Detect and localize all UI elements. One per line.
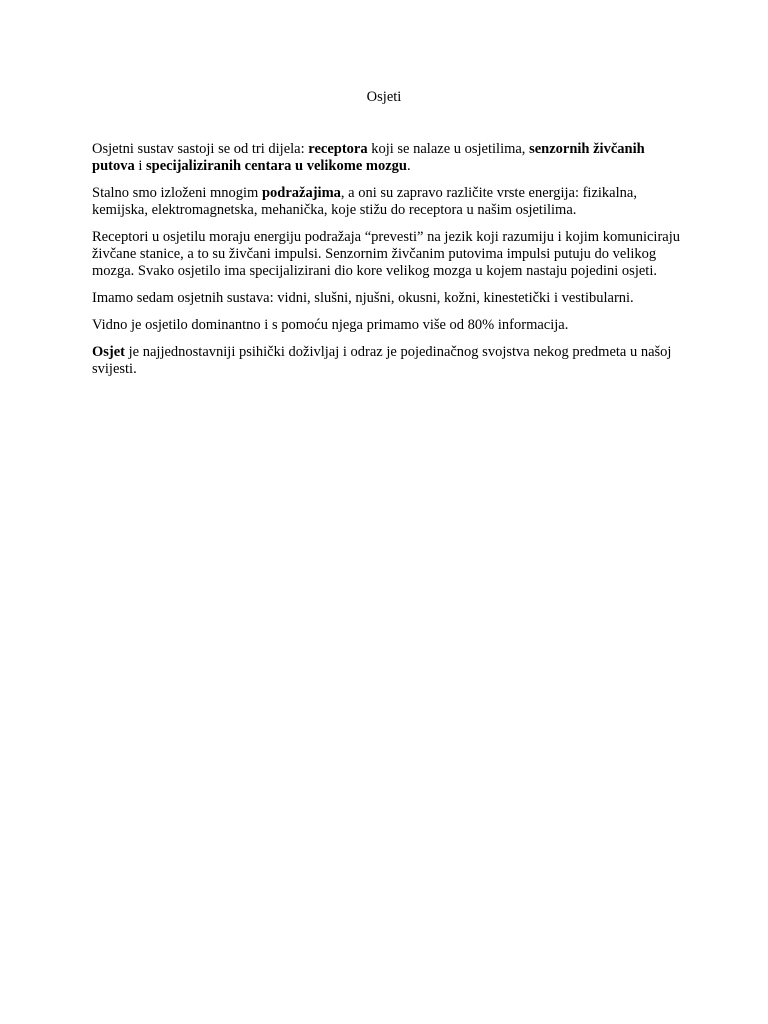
p2-text-1: Stalno smo izloženi mnogim (92, 185, 262, 201)
p1-bold-centara: specijaliziranih centara u velikome mozgu (146, 158, 407, 174)
document-title: Osjeti (366, 89, 402, 105)
paragraph-1 (92, 141, 686, 175)
paragraph-3: Receptori u osjetilu moraju energiju podražaja “prevesti” na jezik koji razumiju i kojim komuniciraju živčane stanice, a to su živčani impulsi. Senzornim živčanim putovima impulsi putuju do velikog mozga. Svako osjetilo ima specijalizirani dio kore velikog mozga u kojem nastaju pojedini osjeti. (92, 229, 681, 279)
paragraph-4: Imamo sedam osjetnih sustava: vidni, slušni, njušni, okusni, kožni, kinestetički i vestibularni. (92, 290, 634, 306)
p1-bold-senzornih-putova: senzornih živčanih putova (92, 141, 645, 174)
p6-text-1: je najjednostavniji psihički doživljaj i odraz je pojedinačnog svojstva nekog predmeta u našoj svijesti. (92, 344, 672, 377)
paragraph-6 (92, 344, 686, 378)
p1-text-3: i (134, 158, 146, 174)
p6-bold-osjet: Osjet (92, 344, 126, 360)
p1-text-1: Osjetni sustav sastoji se od tri dijela: (92, 141, 309, 157)
p2-bold-podrazajima: podražajima (261, 185, 341, 201)
paragraph-2 (92, 185, 686, 219)
p1-bold-receptora: receptora (308, 141, 368, 157)
p1-text-4: . (406, 158, 411, 174)
p2-text-2: , a oni su zapravo različite vrste energija: fizikalna, kemijska, elektromagnetska, mehanička, koje stižu do receptora u našim osjetilima. (92, 185, 637, 218)
document-body (92, 141, 686, 388)
p1-text-2: koji se nalaze u osjetilima, (367, 141, 530, 157)
paragraph-5: Vidno je osjetilo dominantno i s pomoću njega primamo više od 80% informacija. (92, 317, 569, 333)
